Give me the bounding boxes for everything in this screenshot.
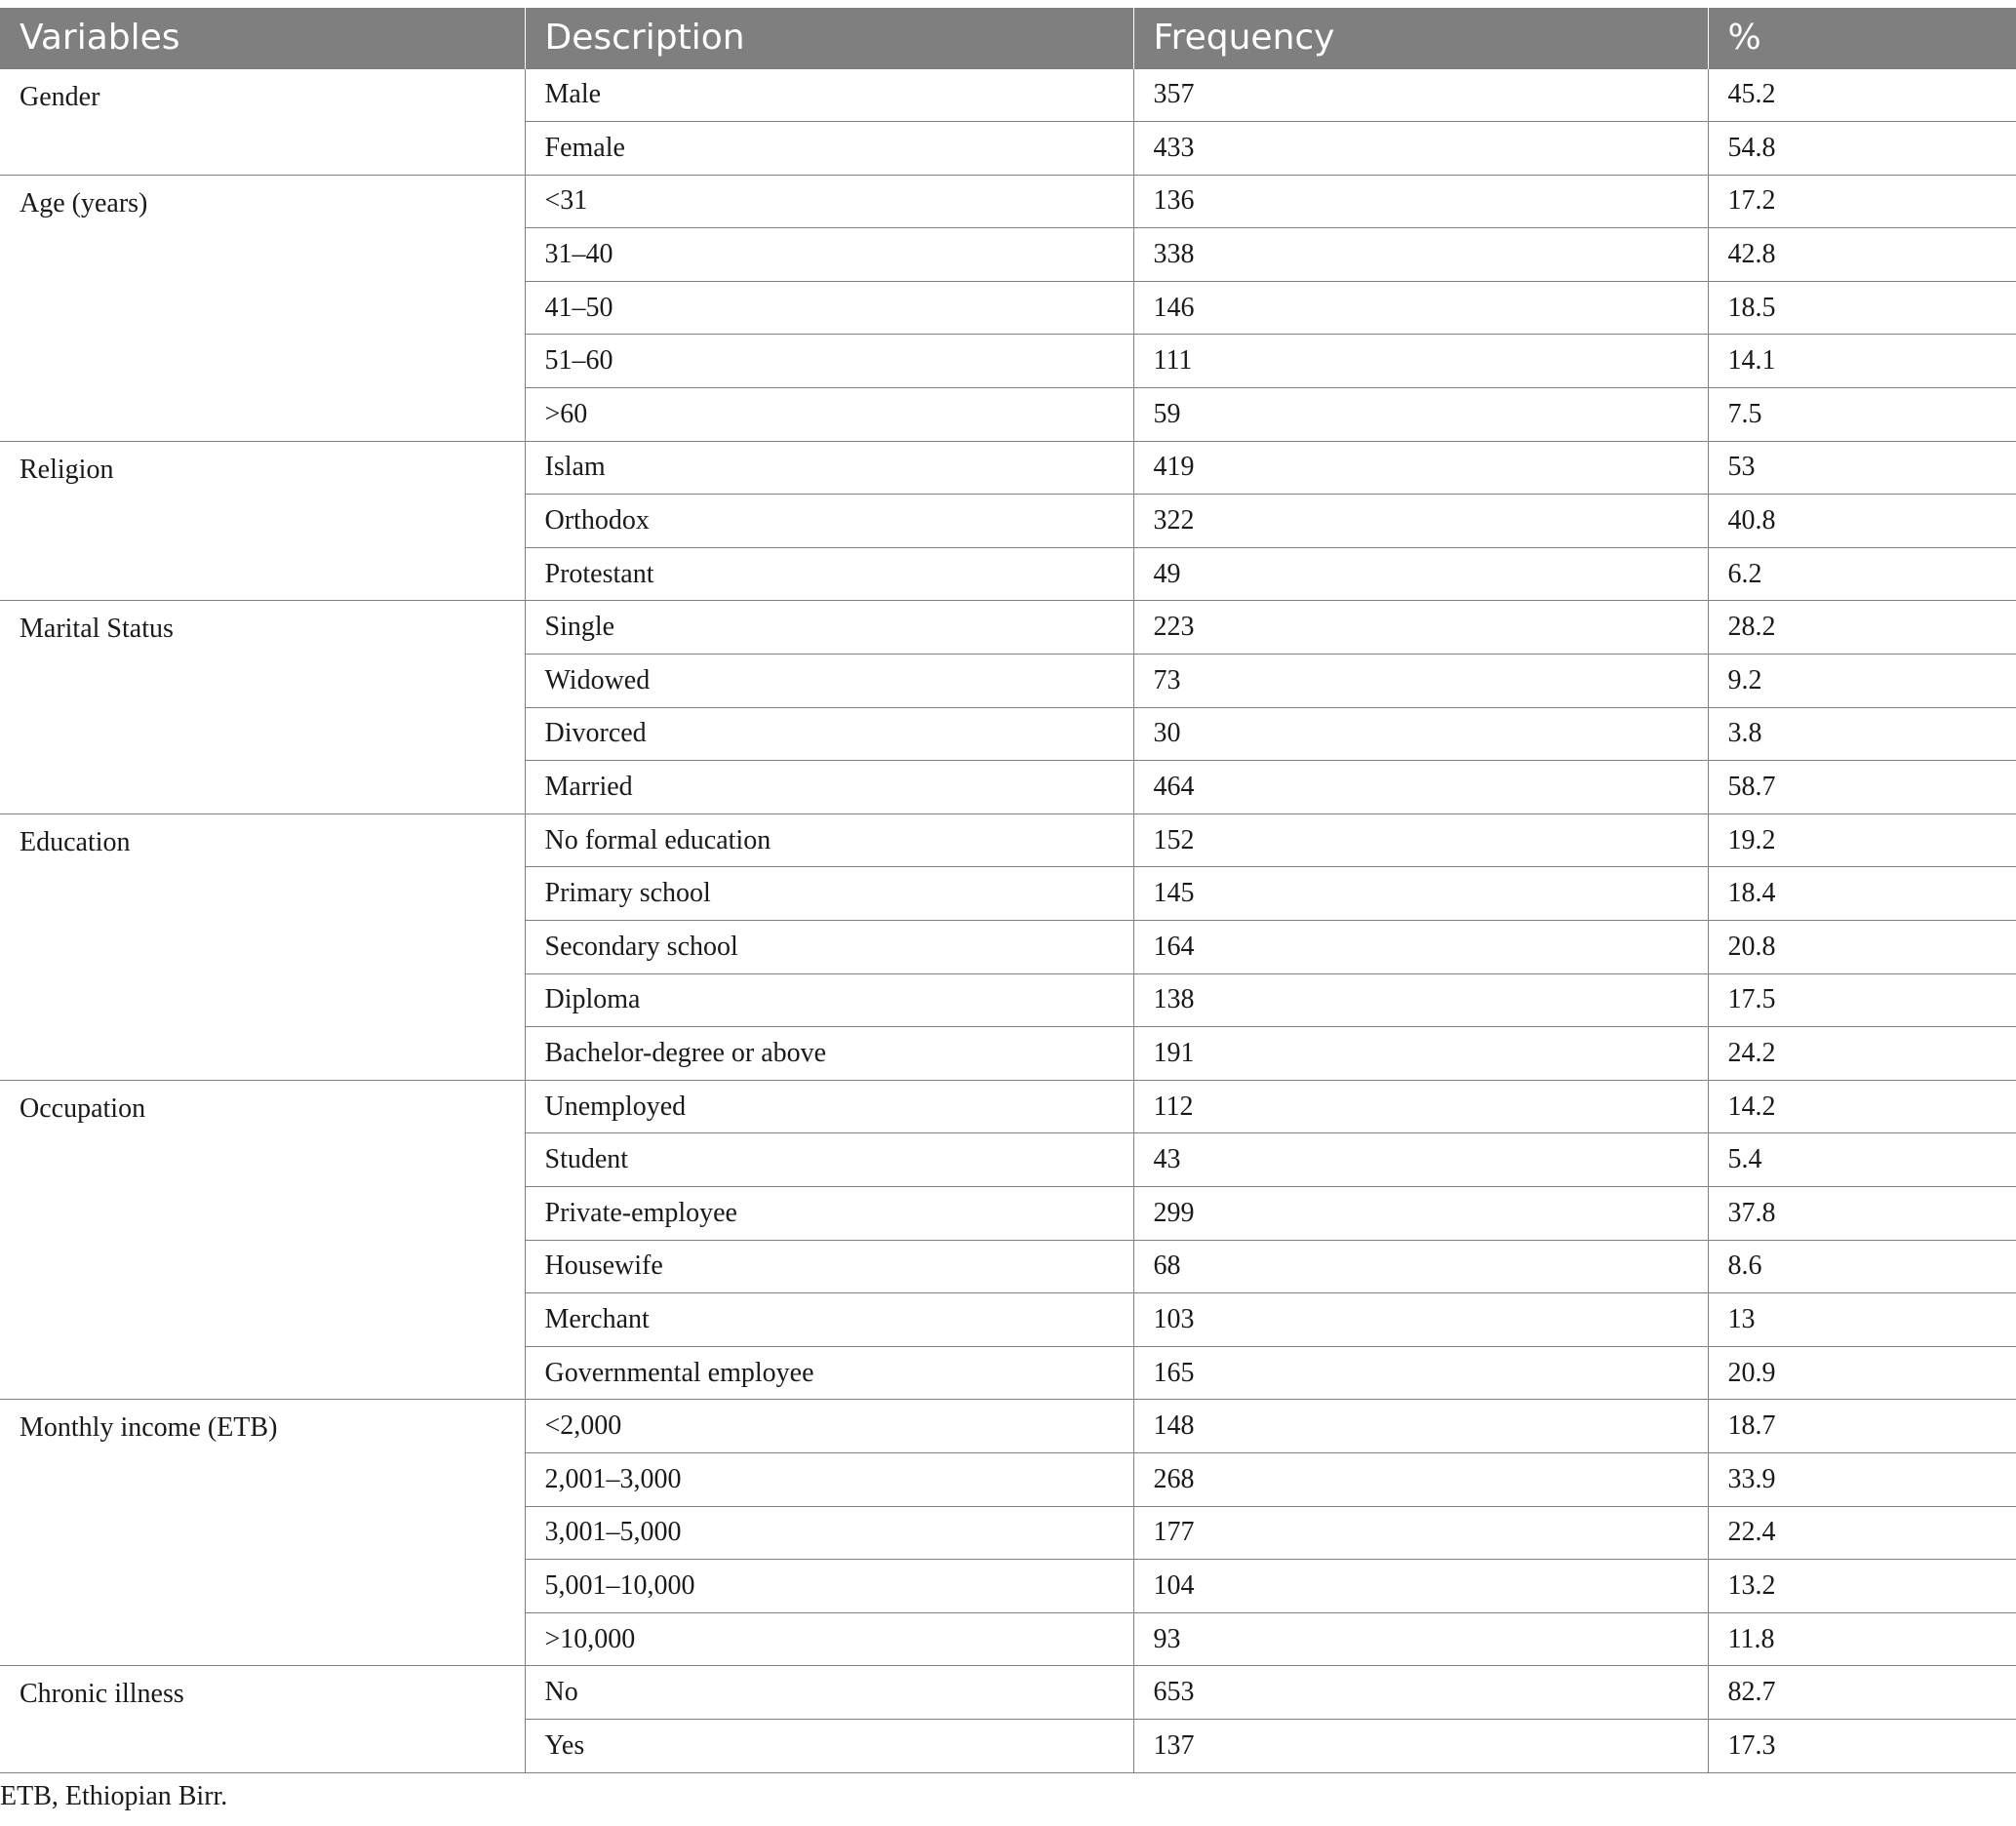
header-percent: % <box>1708 8 2016 68</box>
description-cell: 3,001–5,000 <box>525 1506 1133 1560</box>
frequency-cell: 103 <box>1133 1293 1708 1347</box>
table-row <box>0 1080 2016 1133</box>
percent-cell: 18.4 <box>1708 867 2016 921</box>
frequency-cell: 357 <box>1133 68 1708 122</box>
percent-cell: 5.4 <box>1708 1133 2016 1187</box>
description-cell: Diploma <box>525 973 1133 1027</box>
description-cell: Female <box>525 122 1133 176</box>
description-cell: Secondary school <box>525 921 1133 974</box>
frequency-cell: 68 <box>1133 1240 1708 1293</box>
table-row <box>0 1666 2016 1720</box>
percent-cell: 53 <box>1708 441 2016 495</box>
description-cell: Married <box>525 761 1133 814</box>
percent-cell: 45.2 <box>1708 68 2016 122</box>
table-row <box>0 1400 2016 1453</box>
frequency-cell: 30 <box>1133 707 1708 761</box>
description-cell: Single <box>525 601 1133 655</box>
percent-cell: 40.8 <box>1708 495 2016 548</box>
frequency-cell: 164 <box>1133 921 1708 974</box>
frequency-cell: 104 <box>1133 1560 1708 1613</box>
description-cell: >60 <box>525 388 1133 442</box>
percent-cell: 7.5 <box>1708 388 2016 442</box>
percent-cell: 18.5 <box>1708 281 2016 335</box>
frequency-cell: 338 <box>1133 228 1708 282</box>
frequency-cell: 138 <box>1133 973 1708 1027</box>
percent-cell: 42.8 <box>1708 228 2016 282</box>
description-cell: Widowed <box>525 655 1133 708</box>
description-cell: Male <box>525 68 1133 122</box>
description-cell: <2,000 <box>525 1400 1133 1453</box>
frequency-cell: 112 <box>1133 1080 1708 1133</box>
header-variables: Variables <box>0 8 525 68</box>
frequency-cell: 136 <box>1133 175 1708 228</box>
frequency-cell: 43 <box>1133 1133 1708 1187</box>
frequency-cell: 148 <box>1133 1400 1708 1453</box>
table-row <box>0 68 2016 122</box>
frequency-cell: 223 <box>1133 601 1708 655</box>
percent-cell: 17.2 <box>1708 175 2016 228</box>
description-cell: Private-employee <box>525 1186 1133 1240</box>
variable-cell: Age (years) <box>0 175 525 441</box>
percent-cell: 11.8 <box>1708 1612 2016 1666</box>
variable-cell: Education <box>0 814 525 1080</box>
percent-cell: 22.4 <box>1708 1506 2016 1560</box>
description-cell: Governmental employee <box>525 1346 1133 1400</box>
header-frequency: Frequency <box>1133 8 1708 68</box>
percent-cell: 14.1 <box>1708 335 2016 388</box>
percent-cell: 20.9 <box>1708 1346 2016 1400</box>
table-footnote: ETB, Ethiopian Birr. <box>0 1781 228 1811</box>
frequency-cell: 191 <box>1133 1027 1708 1081</box>
variable-cell: Monthly income (ETB) <box>0 1400 525 1666</box>
variable-cell: Religion <box>0 441 525 601</box>
description-cell: Housewife <box>525 1240 1133 1293</box>
table-header <box>0 8 2016 68</box>
frequency-cell: 145 <box>1133 867 1708 921</box>
description-cell: Bachelor-degree or above <box>525 1027 1133 1081</box>
header-row <box>0 8 2016 68</box>
description-cell: Student <box>525 1133 1133 1187</box>
percent-cell: 54.8 <box>1708 122 2016 176</box>
percent-cell: 20.8 <box>1708 921 2016 974</box>
frequency-cell: 73 <box>1133 655 1708 708</box>
frequency-cell: 137 <box>1133 1719 1708 1772</box>
variable-cell: Chronic illness <box>0 1666 525 1772</box>
frequency-cell: 49 <box>1133 547 1708 601</box>
table-body <box>0 68 2016 1772</box>
frequency-cell: 433 <box>1133 122 1708 176</box>
frequency-cell: 322 <box>1133 495 1708 548</box>
description-cell: Islam <box>525 441 1133 495</box>
percent-cell: 19.2 <box>1708 814 2016 867</box>
frequency-cell: 111 <box>1133 335 1708 388</box>
percent-cell: 82.7 <box>1708 1666 2016 1720</box>
frequency-cell: 299 <box>1133 1186 1708 1240</box>
frequency-cell: 177 <box>1133 1506 1708 1560</box>
frequency-cell: 146 <box>1133 281 1708 335</box>
description-cell: <31 <box>525 175 1133 228</box>
description-cell: Merchant <box>525 1293 1133 1347</box>
description-cell: 41–50 <box>525 281 1133 335</box>
description-cell: Protestant <box>525 547 1133 601</box>
description-cell: Yes <box>525 1719 1133 1772</box>
frequency-cell: 59 <box>1133 388 1708 442</box>
percent-cell: 58.7 <box>1708 761 2016 814</box>
table-row <box>0 175 2016 228</box>
percent-cell: 17.5 <box>1708 973 2016 1027</box>
description-cell: No formal education <box>525 814 1133 867</box>
frequency-cell: 419 <box>1133 441 1708 495</box>
table-row <box>0 814 2016 867</box>
description-cell: 31–40 <box>525 228 1133 282</box>
table-container <box>0 8 2016 1773</box>
description-cell: 51–60 <box>525 335 1133 388</box>
description-cell: Unemployed <box>525 1080 1133 1133</box>
percent-cell: 9.2 <box>1708 655 2016 708</box>
variable-cell: Occupation <box>0 1080 525 1400</box>
description-cell: Divorced <box>525 707 1133 761</box>
percent-cell: 13 <box>1708 1293 2016 1347</box>
description-cell: No <box>525 1666 1133 1720</box>
description-cell: 5,001–10,000 <box>525 1560 1133 1613</box>
percent-cell: 17.3 <box>1708 1719 2016 1772</box>
header-description: Description <box>525 8 1133 68</box>
percent-cell: 14.2 <box>1708 1080 2016 1133</box>
description-cell: >10,000 <box>525 1612 1133 1666</box>
percent-cell: 33.9 <box>1708 1452 2016 1506</box>
frequency-cell: 93 <box>1133 1612 1708 1666</box>
frequency-cell: 152 <box>1133 814 1708 867</box>
variable-cell: Marital Status <box>0 601 525 814</box>
table-row <box>0 441 2016 495</box>
description-cell: Orthodox <box>525 495 1133 548</box>
percent-cell: 18.7 <box>1708 1400 2016 1453</box>
frequency-cell: 165 <box>1133 1346 1708 1400</box>
percent-cell: 24.2 <box>1708 1027 2016 1081</box>
percent-cell: 6.2 <box>1708 547 2016 601</box>
description-cell: Primary school <box>525 867 1133 921</box>
demographics-table <box>0 8 2016 1773</box>
variable-cell: Gender <box>0 68 525 175</box>
percent-cell: 37.8 <box>1708 1186 2016 1240</box>
percent-cell: 3.8 <box>1708 707 2016 761</box>
percent-cell: 8.6 <box>1708 1240 2016 1293</box>
percent-cell: 13.2 <box>1708 1560 2016 1613</box>
table-row <box>0 601 2016 655</box>
frequency-cell: 464 <box>1133 761 1708 814</box>
description-cell: 2,001–3,000 <box>525 1452 1133 1506</box>
percent-cell: 28.2 <box>1708 601 2016 655</box>
frequency-cell: 653 <box>1133 1666 1708 1720</box>
frequency-cell: 268 <box>1133 1452 1708 1506</box>
